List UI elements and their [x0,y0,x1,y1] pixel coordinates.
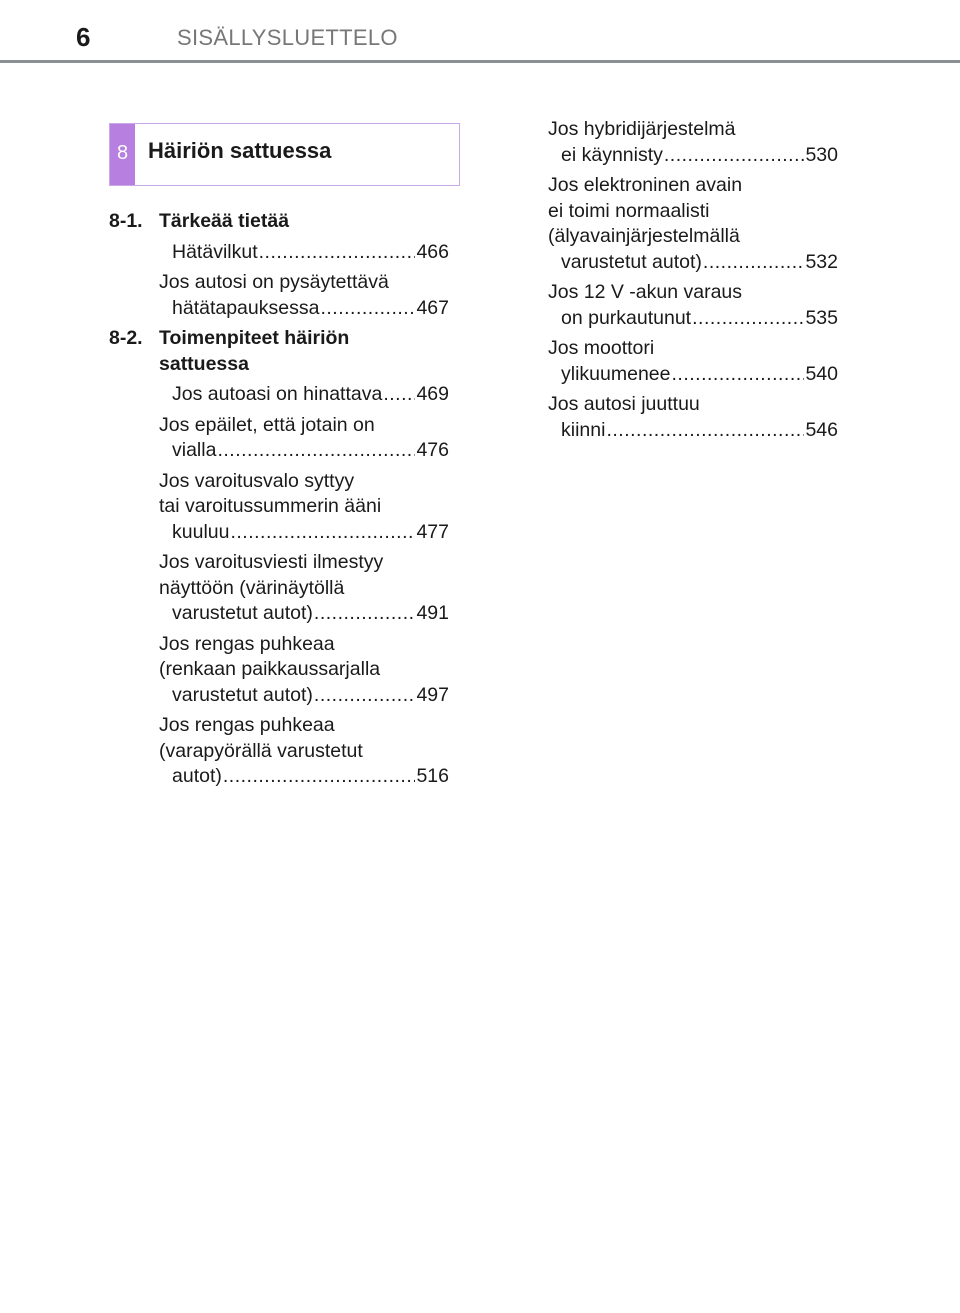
entry-title: Jos varoitusviesti ilmestyy [159,551,384,573]
entry-title: Hätävilkut [172,240,258,263]
entry-page: 476 [416,439,449,461]
entry-page: 530 [805,143,838,166]
entry-page: 497 [416,683,449,706]
entry-page: 540 [805,362,838,385]
entry-title: Jos rengas puhkeaa [159,632,335,655]
dot-leader [664,143,805,169]
entry-page: 467 [416,296,449,319]
dot-leader [692,306,804,332]
section-number: 8-1. [109,210,143,232]
entry-title: Jos varoitusvalo syttyy [159,469,355,492]
entry-title: tai varoitussummerin ääni [159,495,382,517]
toc-entry[interactable] [159,270,449,321]
dot-leader [259,240,416,266]
toc-section [109,326,449,377]
header-divider [0,60,960,63]
toc-right-column [548,117,838,443]
toc-entry[interactable] [159,550,449,627]
entry-title: Jos autosi juuttuu [548,393,700,415]
toc-entry[interactable] [159,413,449,464]
dot-leader [217,438,415,464]
entry-page: 516 [416,765,449,787]
dot-leader [314,683,416,709]
chapter-title: Häiriön sattuessa [148,138,332,163]
entry-title: näyttöön (värinäytöllä [159,576,345,599]
entry-page: 491 [416,602,449,624]
toc-entry[interactable] [159,240,449,266]
entry-title: ylikuumenee [561,362,671,385]
page-number: 6 [76,22,91,52]
entry-title: Jos hybridijärjestelmä [548,118,736,140]
entry-title: vialla [172,439,217,461]
toc-entry[interactable] [159,469,449,546]
entry-title: Jos 12 V -akun varaus [548,281,743,303]
entry-title: Jos moottori [548,337,655,359]
dot-leader [703,250,805,276]
toc-left-column [109,209,449,790]
toc-entry[interactable] [548,173,838,275]
entry-title: kiinni [561,418,606,441]
section-title: Toimenpiteet häiriön sattuessa [159,327,350,375]
page-header [0,0,960,66]
entry-title: varustetut autot) [561,250,702,273]
dot-leader [230,520,415,546]
dot-leader [223,764,416,790]
entry-page: 532 [805,250,838,273]
entry-title: Jos autoasi on hinattava [172,383,383,405]
entry-title: autot) [172,765,222,787]
dot-leader [671,362,804,388]
toc-entry[interactable] [548,280,838,331]
dot-leader [314,601,416,627]
entry-title: varustetut autot) [172,683,313,706]
entry-page: 469 [416,383,449,405]
entry-title: Jos autosi on pysäytettävä [159,271,389,293]
toc-entry[interactable] [159,713,449,790]
entry-title: ei toimi normaalisti [548,199,710,222]
entry-title: (varapyörällä varustetut [159,739,363,762]
entry-title: ei käynnisty [561,143,663,166]
entry-page: 477 [416,520,449,543]
dot-leader [320,296,415,322]
entry-page: 546 [805,418,838,441]
entry-title: kuuluu [172,520,230,543]
toc-section [109,209,449,235]
entry-title: hätätapauksessa [172,296,320,319]
entry-title: Jos elektroninen avain [548,174,743,196]
entry-title: varustetut autot) [172,602,313,624]
entry-page: 466 [416,240,449,263]
entry-title: Jos rengas puhkeaa [159,714,335,736]
section-number: 8-2. [109,327,143,349]
toc-entry[interactable] [548,117,838,168]
dot-leader [606,418,804,444]
chapter-heading [109,123,460,186]
section-title: Tärkeää tietää [159,210,290,232]
toc-entry[interactable] [159,382,449,408]
entry-title: on purkautunut [561,306,692,329]
chapter-number-tab: 8 [110,124,135,185]
entry-title: (älyavainjärjestelmällä [548,225,740,247]
entry-title: (renkaan paikkaussarjalla [159,658,381,680]
toc-entry[interactable] [548,336,838,387]
toc-entry[interactable] [159,632,449,709]
entry-title: Jos epäilet, että jotain on [159,413,375,436]
entry-page: 535 [805,306,838,329]
toc-entry[interactable] [548,392,838,443]
running-title: SISÄLLYSLUETTELO [177,25,398,50]
dot-leader [383,382,415,408]
